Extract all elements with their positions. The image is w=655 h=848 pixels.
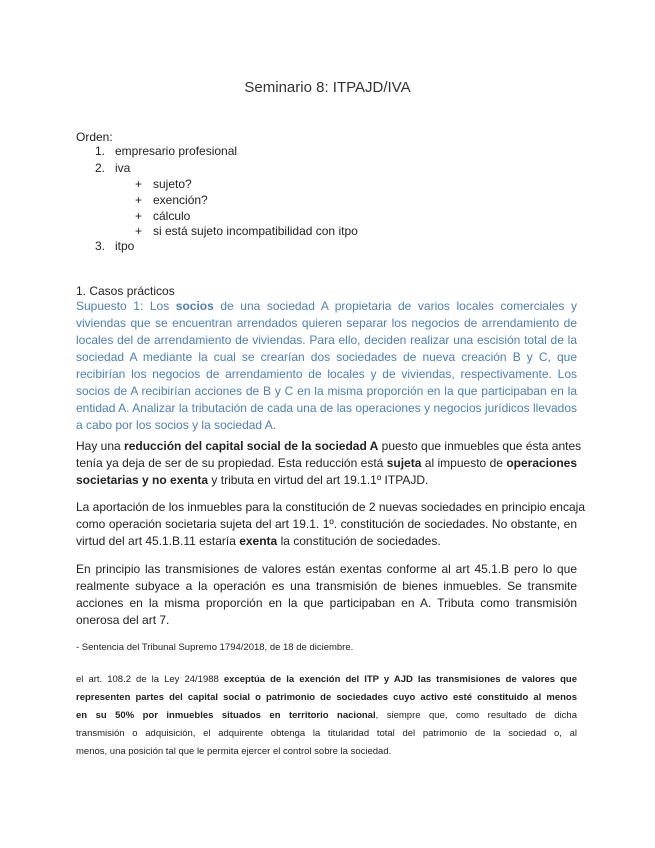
quote-line [76,707,577,725]
sentencia-reference: - Sentencia del Tribunal Supremo 1794/2018, de 18 de diciembre. [76,642,354,653]
list-number: 3. [95,239,106,253]
text-line: realmente subyace a la operación es una transmisión de bienes inmuebles. Se transmite [76,579,577,593]
sub-list-item: sujeto? [153,177,192,191]
paragraph-transmisiones [76,561,577,629]
text-line: En principio las transmisiones de valores están exentas conforme al art 45.1.B pero lo que [76,562,577,576]
quote-line: menos, una posición tal que le permita ejercer el control sobre la sociedad. [76,746,392,757]
list-number: 2. [95,161,106,175]
list-item: itpo [115,239,135,253]
paragraph-reduccion [76,438,582,489]
quoted-ruling [76,671,577,761]
supuesto-line: sociedad A mediante la cual se crearían dos sociedades de nueva creación B y C, que [76,350,577,364]
quote-line [76,689,577,707]
text: puesto que inmuebles que ésta antes [378,439,582,453]
orden-heading: Orden: [76,130,113,144]
bullet-mark: + [135,177,143,191]
text: , siempre que, como resultado de dicha [375,710,578,721]
text-line: como operación societaria sujeta del art 19.1. 1º. constitución de sociedades. No obstante, en [76,517,577,531]
text-line: onerosa del art 7. [76,613,170,627]
text: el art. 108.2 de la Ley 24/1988 [76,674,224,685]
supuesto-line: socios de A recibirían acciones de B y C en la misma proporción en la que participaban en la [76,384,577,398]
text-line [76,438,582,455]
text-line: acciones en la misma proporción en la que participaban en A. Tributa como transmisión [76,596,577,610]
text-line: La aportación de los inmuebles para la constitución de 2 nuevas sociedades en principio encaja [76,500,585,514]
text: al impuesto de [421,456,507,470]
quote-line: transmisión o adquisición, el adquirente obtenga la titularidad total del patrimonio de la sociedad o, al [76,728,577,739]
sub-list-item: exención? [153,193,208,207]
bold-text: representen partes del capital social o patrimonio de sociedades cuyo activo esté constituido al menos [76,692,577,703]
text: tenía ya deja de ser de su propiedad. Esta reducción está [76,456,387,470]
quote-line [76,671,577,689]
supuesto-line: recibirían los negocios de arrendamiento de locales y de viviendas, respectivamente. Los [76,367,577,381]
bullet-mark: + [135,193,143,207]
bold-text: operaciones [506,456,578,470]
supuesto-line: entidad A. Analizar la tributación de cada una de las operaciones y negocios jurídicos llevados [76,401,577,415]
text-line [76,533,577,550]
section-heading: 1. Casos prácticos [76,284,175,298]
page-title: Seminario 8: ITPAJD/IVA [244,79,411,96]
bullet-mark: + [135,209,143,223]
supuesto-text: de una sociedad A propietaria de varios locales comerciales y [213,299,577,313]
bold-text: sujeta [386,456,422,470]
bold-text: exenta [239,534,278,548]
text-line [76,455,577,472]
text: virtud del art 45.1.B.11 estaría [76,534,240,548]
list-item: iva [115,161,131,175]
bold-text: exceptúa de la exención del ITP y AJD las transmisiones de valores que [223,674,577,685]
text-line [76,472,577,489]
bold-text: reducción del capital social de la sociedad A [124,439,379,453]
list-number: 1. [95,144,106,158]
socios-bold: socios [175,299,214,313]
supuesto-line [76,298,577,315]
bullet-mark: + [135,224,143,238]
supuesto-line: a cabo por los socios y la sociedad A. [76,418,277,432]
bold-text: en su 50% por inmuebles situados en territorio nacional [76,710,376,721]
supuesto-text: Supuesto 1: Los [76,299,176,313]
supuesto-paragraph [76,298,577,434]
text: y tributa en virtud del art 19.1.1º ITPAJD. [208,473,429,487]
list-item: empresario profesional [115,144,238,158]
supuesto-line: locales del de arrendamiento de viviendas. Para ello, deciden realizar una escisión total de la [76,333,577,347]
paragraph-aportacion [76,499,585,550]
text: Hay una [76,439,125,453]
sub-list-item: cálculo [153,209,191,223]
sub-list-item: si está sujeto incompatibilidad con itpo [153,224,358,238]
text: la constitución de sociedades. [277,534,441,548]
supuesto-line: viviendas que se encuentran arrendados quieren separar los negocios de arrendamiento de [76,316,577,330]
bold-text: societarias y no exenta [76,473,209,487]
